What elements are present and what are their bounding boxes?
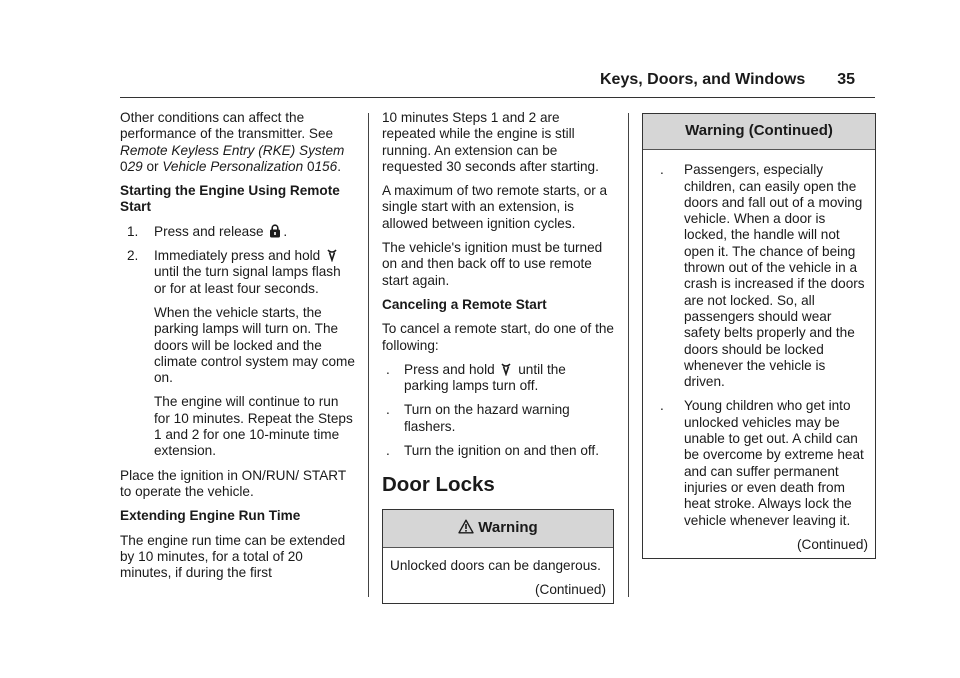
continued-label: (Continued) — [796, 536, 868, 552]
page-header — [600, 72, 855, 88]
list-item — [382, 402, 614, 435]
header-rule — [120, 97, 875, 98]
rke-reference-link[interactable]: Remote Keyless Entry (RKE) System — [120, 142, 345, 158]
rke-page-ref[interactable]: 29 — [127, 158, 143, 174]
bullet-text: Turn on the hazard warning flashers. — [404, 402, 570, 434]
warning-title: Warning — [478, 519, 538, 537]
step-2-text-cont: until the turn signal lamps flash or for at least four seconds. — [154, 264, 341, 296]
warning-box — [382, 509, 614, 604]
step-2 — [120, 248, 356, 460]
column-divider-left — [368, 113, 369, 597]
remote-start-icon — [326, 248, 338, 262]
intro-paragraph — [120, 110, 356, 175]
bullet-mark: . — [386, 402, 390, 418]
warning-header: Warning (Continued) — [643, 114, 875, 150]
step-2-para-3: The engine will continue to run for 10 minutes. Repeat the Steps 1 and 2 for one 10-minute time extension. — [154, 394, 353, 459]
heading-canceling: Canceling a Remote Start — [382, 296, 547, 312]
bullet-mark: . — [660, 398, 664, 414]
section-title-door-locks: Door Locks — [382, 473, 495, 497]
ref-arrow: 0 — [120, 158, 128, 174]
bullet-mark: . — [660, 162, 664, 178]
personalization-reference-link[interactable]: Vehicle Personalization — [162, 158, 304, 174]
warning-header — [383, 510, 613, 547]
bullet-text-cont: until the parking lamps turn off. — [404, 361, 566, 394]
column-3 — [642, 113, 876, 559]
continued-label: (Continued) — [534, 581, 606, 597]
intro-connector: or — [146, 158, 159, 174]
bullet-text: Young children who get into unlocked vehicles may be unable to get out. A child can be overcome by extreme heat and can suffer permanent injuries or even death from heat stroke. Always lock the vehicle whenever leaving it. — [684, 398, 864, 528]
ref-arrow: 0 — [306, 158, 315, 174]
step-number: 1. — [127, 223, 139, 239]
para-ignition-cycle: The vehicle's ignition must be turned on and then back off to use remote start again. — [382, 240, 603, 288]
para-repeat: 10 minutes Steps 1 and 2 are repeated while the engine is still running. An extension can be requested 30 seconds after starting. — [382, 110, 599, 174]
step-1-end: . — [283, 223, 288, 239]
column-divider-right — [628, 113, 629, 597]
bullet-mark: . — [386, 443, 390, 459]
step-number: 2. — [127, 248, 139, 264]
bullet-text: Turn the ignition on and then off. — [404, 443, 599, 459]
para-extending: The engine run time can be extended by 10 minutes, for a total of 20 minutes, if during the first — [120, 532, 346, 581]
lock-icon — [269, 224, 281, 238]
intro-end: . — [337, 158, 341, 174]
warning-triangle-icon — [458, 519, 474, 534]
heading-extending: Extending Engine Run Time — [120, 508, 301, 524]
step-1-text: Press and release — [154, 223, 264, 239]
para-ignition: Place the ignition in ON/RUN/ START to operate the vehicle. — [120, 467, 346, 499]
list-item — [650, 162, 868, 390]
step-2-para-2: When the vehicle starts, the parking lamps will turn on. The doors will be locked and the climate control system may come on. — [154, 304, 355, 386]
personalization-page-ref[interactable]: 156 — [314, 158, 338, 174]
bullet-text: Press and hold — [404, 361, 495, 377]
para-maximum: A maximum of two remote starts, or a single start with an extension, is allowed between ignition cycles. — [382, 183, 608, 231]
page-number: 35 — [837, 71, 856, 88]
list-item — [650, 398, 868, 528]
remote-start-icon — [500, 362, 512, 376]
column-1 — [120, 110, 356, 589]
intro-text: Other conditions can affect the performance of the transmitter. See — [120, 110, 334, 142]
warning-text: Unlocked doors can be dangerous. — [390, 557, 601, 573]
step-2-text: Immediately press and hold — [154, 248, 321, 264]
warning-body — [383, 548, 613, 604]
header-title: Keys, Doors, and Windows — [600, 71, 806, 88]
list-item — [382, 362, 614, 395]
list-item — [382, 443, 614, 459]
bullet-mark: . — [386, 361, 390, 377]
para-cancel: To cancel a remote start, do one of the following: — [382, 321, 614, 353]
warning-body — [643, 150, 875, 558]
step-1 — [120, 224, 356, 240]
heading-starting-engine: Starting the Engine Using Remote Start — [120, 183, 340, 215]
warning-box-continued — [642, 113, 876, 559]
bullet-text: Passengers, especially children, can easily open the doors and fall out of a moving vehicle. When a door is locked, the handle will not open it. The chance of being thrown out of the vehicle in a crash is increased if the doors are not locked. So, all passengers should wear safety belts properly and the doors should be locked whenever the vehicle is driven. — [684, 162, 865, 390]
column-2 — [382, 110, 614, 604]
